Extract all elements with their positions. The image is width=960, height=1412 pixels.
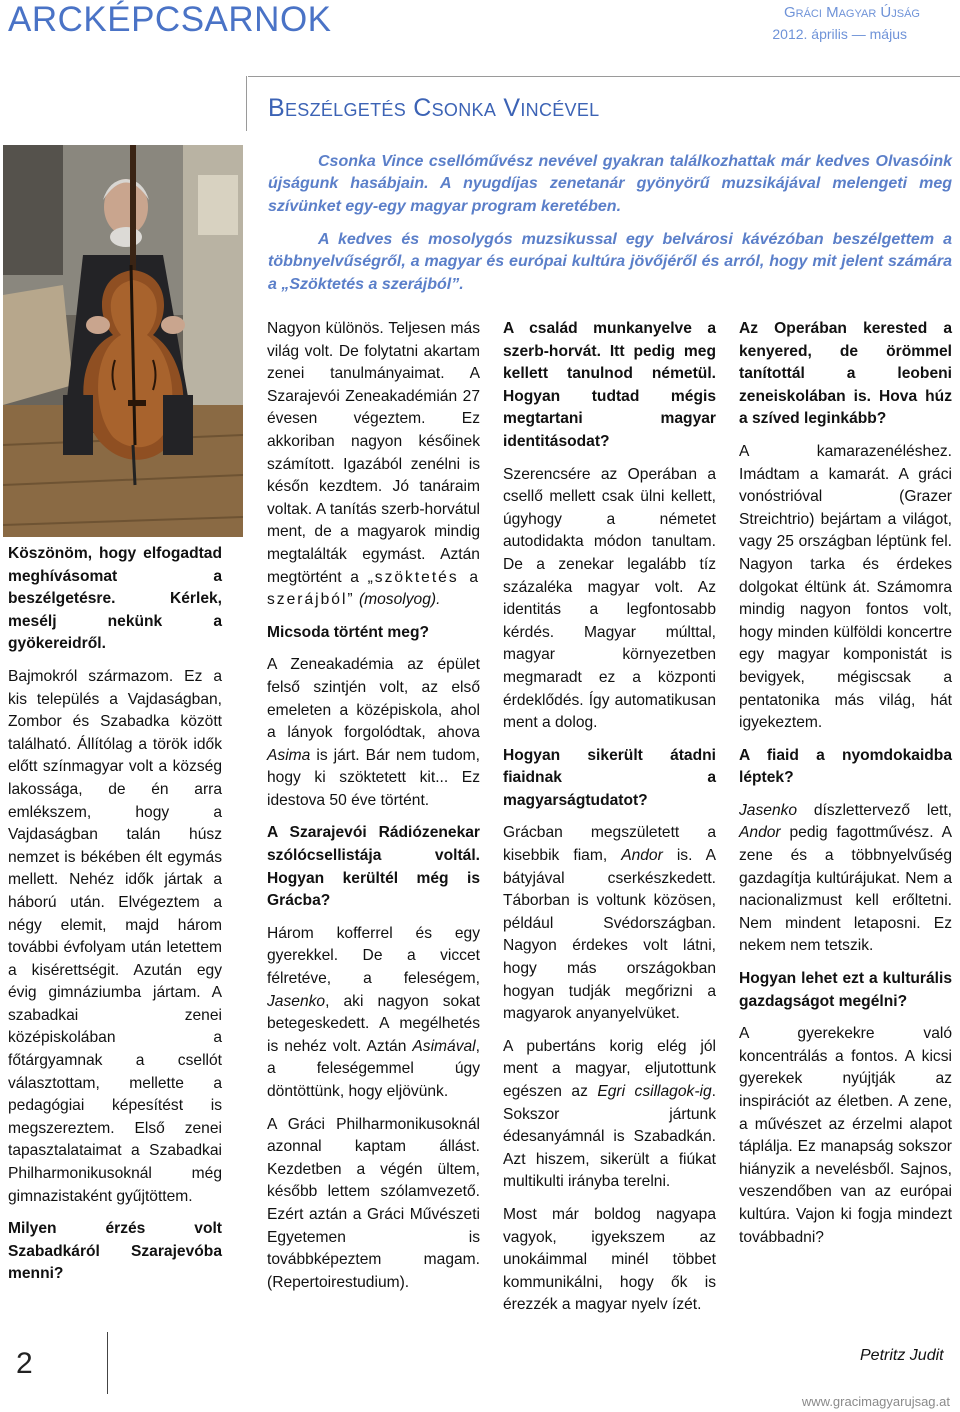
column-2 [267,318,480,1304]
answer: Szerencsére az Operában a csellő mellett csak ülni kellett, úgyhogy a németet autodidakta módon tanultam. De a zenekar legalább tíz százaléka magyar volt. Az identitás a legfontosabb kérdés. Magyar múlttal, magyar környezetben megmaradt ez a központi érdeklődés. Így automatikusan ment a dolog. [503,465,716,732]
website-link[interactable]: www.gracimagyarujsag.at [801,1394,950,1409]
header-vertical-rule [246,76,247,131]
question: Hogyan lehet ezt a kulturális gazdagságot megélni? [739,970,952,1010]
answer: A Zeneakadémia az épület felső szintjén volt, az első emeleten a középiskola, ahol a lányok forgolódtak, ahova Asima is járt. Bár nem tudom, hogy ki szöktetett kit... Ez idestova 50 éve történt. [267,656,480,809]
answer: Bajmokról származom. Ez a kis település a Vajdaságban, Zombor és Szabadka között található. Állítólag a török idők előtt színmagyar volt a község lakossága, de én arra emlékszem, hogy a Vajdaságban talán húsz nemzet is békében élt egymás mellett. Nehéz idők jártak a háború után. Elvégeztem a négy elemit, majd három további évfolyam után letettem a kisérettségit. Azután egy évig gimnáziumba jártam. A szabadkai zenei középiskolában a főtárgyamnak a csellót választottam, mellette a pedagógiai képesítést is megszereztem. Első zenei tapasztalataimat a Szabadkai Philharmonikusoknál még gimnazistaként gyűjtöttem. [8,667,222,1205]
footer-rule [107,1332,108,1394]
section-title: ARCKÉPCSARNOK [8,0,332,39]
answer: A Gráci Philharmonikusoknál azonnal kaptam állást. Kezdetben a végén ültem, később lettem szólamvezető. Ezért aztán a Gráci Művészeti Egyetemen is továbbképeztem magam. (Repertoirestudium). [267,1115,480,1291]
answer: Grácban megszületett a kisebbik fiam, Andor is. A bátyjával cserkészkedett. Táborban is voltunk közösen, például Svédországban. Nagyon érdekes volt látni, hogy más országokban hogyan tudják megőrizni a magyarok anyanyelvüket. [503,824,716,1023]
answer: A kamarazenéléshez. Imádtam a kamarát. A gráci vonóstrióval (Grazer Streichtrio) bejártam a világot, vagy 25 országban léptünk fel. Nagyon tarka és érdekes dolgokat éltünk át. Számomra mindig nagyon fontos volt, hogy minden külföldi koncertre egy magyar komponistát is bevigyek, mégiscsak a pentatonika más világ, hát igyekeztem. [739,442,952,732]
answer: A pubertáns korig elég jól ment a magyar, eljutottunk egészen az Egri csillagok-ig. Sokszor jártunk édesanyámnál is Szabadkán. Azt hiszem, sikerült a fiúkat multikulti irányba terelni. [503,1037,717,1191]
page-number: 2 [16,1347,33,1380]
article-title: Beszélgetés Csonka Vincével [268,94,600,122]
column-4 [739,318,952,1259]
answer: Most már boldog nagyapa vagyok, igyekszem az unokáimmal minél többet kommunikálni, hogy ők is érezzék a magyar nyelv ízét. [503,1205,716,1314]
answer: Nagyon különös. Teljesen más világ volt. De folytatni akartam zenei tanulmányaimat. A Szarajevói Zeneakadémián 27 évesen végeztem. Ez akkoriban nagyon későinek számított. Igazából zenélni is későn kezdtem. Jó tanáraim voltak. A tanítás szerb-horvátul ment, de a magyarok mindig megtalálták egymást. Aztán megtörtént a „szöktetés a szerájból” (mosolyog). [267,320,480,609]
question: A fiaid a nyomdokaidba léptek? [739,746,952,787]
question: Az Operában kerested a kenyered, de örömmel tanítottál a leobeni zeneiskolában is. Hova húz a szíved leginkább? [739,320,952,428]
issue-date: 2012. április — május [772,26,907,42]
cellist-photo [3,145,243,537]
question: Köszönöm, hogy elfogadtad meghívásomat a beszélgetésre. Kérlek, mesélj nekünk a gyökereidről. [8,545,222,653]
question: A család munkanyelve a szerb-horvát. Itt pedig meg kellett tanulnod németül. Hogyan tudtad mégis megtartani magyar identitásodat? [503,320,716,450]
column-1 [8,543,222,1296]
column-3 [503,318,716,1327]
magazine-name: Gráci Magyar Újság [783,4,920,21]
question: Milyen érzés volt Szabadkáról Szarajevóba menni? [8,1220,222,1283]
question: A Szarajevói Rádiózenekar szólócsellistája voltál. Hogyan kerültél még is Grácba? [267,824,480,910]
question: Hogyan sikerült átadni fiaidnak a magyarságtudatot? [503,746,716,809]
answer: Három kofferrel és egy gyerekkel. De a viccet félretéve, a feleségem, Jasenko, aki nagyon sokat betegeskedett. A megélhetés is nehéz volt. Aztán Asimával, a feleségemmel úgy döntöttünk, hogy eljövünk. [267,924,480,1100]
answer: Jasenko díszlettervező lett, Andor pedig fagottművész. A zene és a többnyelvűség gazdagítja kultúrájukat. Nem a nacionalizmust kell erőltetni. Nem mindent letaposni. Ez nekem nem tetszik. [739,801,952,955]
answer: A gyerekekre való koncentrálás a fontos. A kicsi gyerekek nyújtják az inspirációt az életben. A zene, a művészet az érzelmi alapot táplálja. Ez manapság sokszor hiányzik a nevelésből. Sajnos, veszendőben van az európai kultúra. Vajon ki fogja mindezt továbbadni? [739,1025,952,1246]
lead-paragraph-1: Csonka Vince csellóművész nevével gyakran találkozhattak már kedves Olvasóink újságunk hasábjain. A nyugdíjas zenetanár gyönyörű muzsikájával melengeti meg szívünket egy-egy magyar program keretében. [268,153,952,215]
header-rule [248,76,960,77]
author-name: Petritz Judit [860,1347,944,1364]
question: Micsoda történt meg? [267,623,430,641]
lead-paragraph-2: A kedves és mosolygós muzsikussal egy belvárosi kávézóban beszélgettem a többnyelvűségről, a magyar és európai kultúra jövőjéről és arról, hogy mit jelent számára a „Szöktetés a szerájból”. [268,231,952,293]
